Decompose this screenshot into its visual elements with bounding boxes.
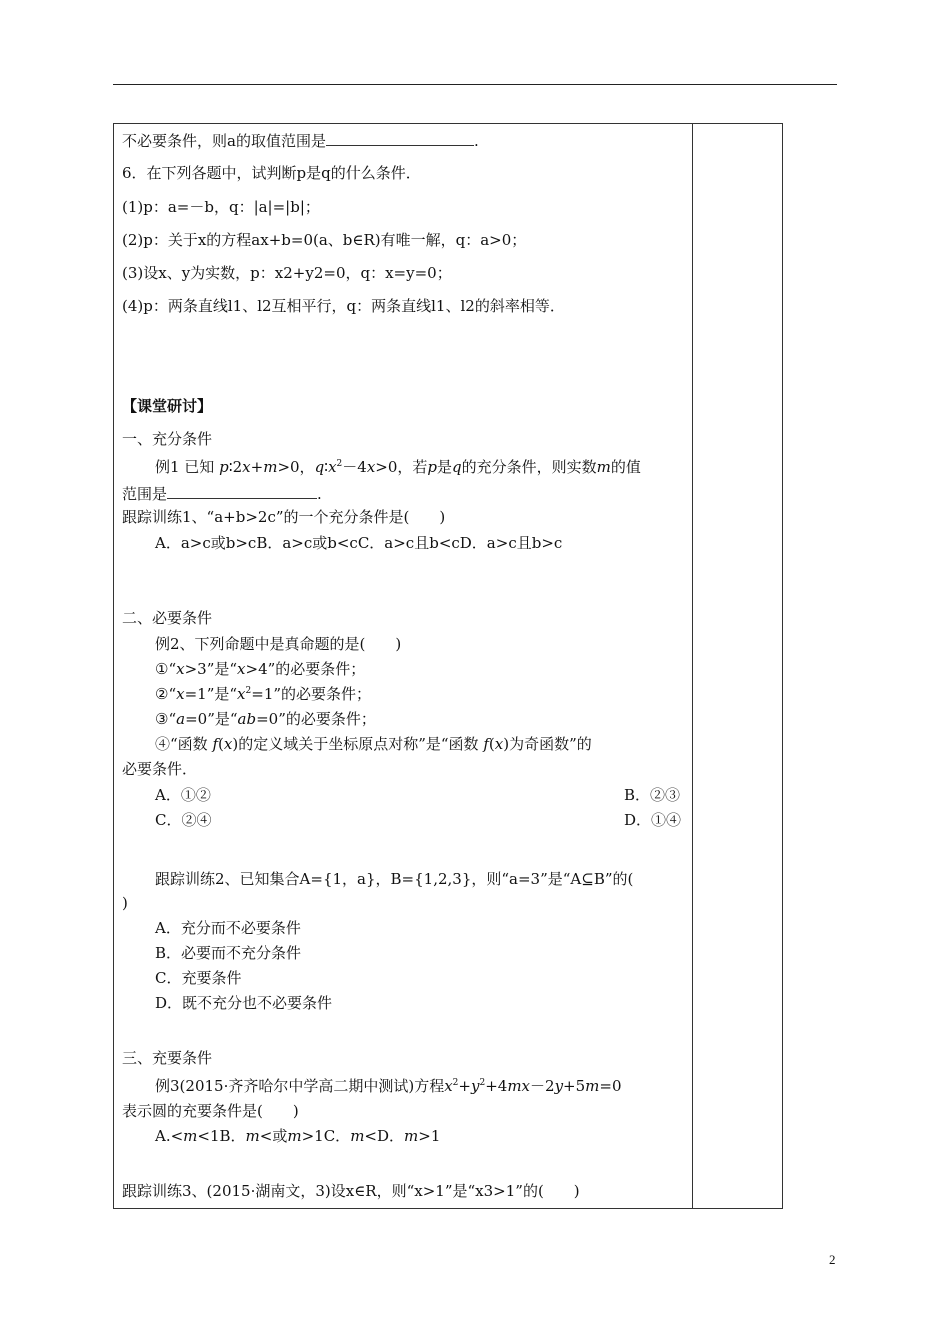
part1-heading: 一、充分条件 [122,430,213,448]
answer-blank [326,131,474,146]
example1-line1: 例1 已知 p∶2x+m>0，$q∶x^2-4x>0$，若p是q的充分条件，则实数m的值 [155,458,641,476]
statement-4: ④“函数 f(x)的定义域关于坐标原点对称”是“函数 f(x)为奇函数”的 [155,735,592,753]
practice2-option-d: D．既不充分也不必要条件 [155,994,333,1012]
q6-item-2: (2)p：关于x的方程ax+b=0(a、b∈R)有唯一解，q：a>0； [122,231,527,249]
example2-option-a: A．①② [155,786,211,804]
practice1: 跟踪训练1、“a+b>2c”的一个充分条件是( ) [122,508,446,526]
example3-options: A.<m<1B．m<或m>1C．m<D．m>1 [155,1127,441,1145]
example1-line2: 范围是 . [122,485,322,503]
part3-heading: 三、充要条件 [122,1049,213,1067]
section-title: 【课堂研讨】 [122,397,213,415]
q6-item-1: (1)p：a=－b，q：|a|=|b|； [122,198,320,216]
example2-option-c: C．②④ [155,811,212,829]
example3-line1: 例3(2015·齐齐哈尔中学高二期中测试)方程$x^2+y^2+4mx-2y+5m=0$ [155,1077,622,1095]
answer-blank [167,484,317,499]
practice2-option-b: B．必要而不充分条件 [155,944,302,962]
q6-item-3: (3)设x、y为实数，p：x2+y2=0，q：x=y=0； [122,264,452,282]
practice3: 跟踪训练3、(2015·湖南文，3)设x∈R，则“x>1”是“x3>1”的( ) [122,1182,580,1200]
page-number: 2 [829,1252,836,1267]
example2-option-b: B．②③ [624,786,681,804]
practice2: 跟踪训练2、已知集合A={1，a}，B={1,2,3}，则“a=3”是“A⊆B”的( [155,870,634,888]
example2: 例2、下列命题中是真命题的是( ) [155,635,402,653]
continuation-end: . [473,132,479,150]
practice2-option-c: C．充要条件 [155,969,242,987]
practice1-options: A．a>c或b>cB．a>c或b<cC．a>c且b<cD．a>c且b>c [155,534,563,552]
continuation-text: 不必要条件，则a的取值范围是 [122,132,326,150]
q6-item-4: (4)p：两条直线l1、l2互相平行，q：两条直线l1、l2的斜率相等． [122,297,565,315]
statement-1: ①“x>3”是“x>4”的必要条件； [155,660,366,678]
statement-4-line2: 必要条件． [122,760,198,778]
table-column-divider [692,123,693,1209]
practice2-option-a: A．充分而不必要条件 [155,919,301,937]
header-rule [113,84,837,85]
q6-title: 6．在下列各题中，试判断p是q的什么条件． [122,164,421,182]
statement-3: ③“a=0”是“ab=0”的必要条件； [155,710,376,728]
example2-option-d: D．①④ [624,811,682,829]
continuation-line [122,131,479,150]
part2-heading: 二、必要条件 [122,609,213,627]
practice2-line2: ) [122,894,128,912]
example3-line2: 表示圆的充要条件是( ) [122,1102,299,1120]
statement-2: ②“x=1”是“$x^2=1$”的必要条件； [155,685,372,703]
